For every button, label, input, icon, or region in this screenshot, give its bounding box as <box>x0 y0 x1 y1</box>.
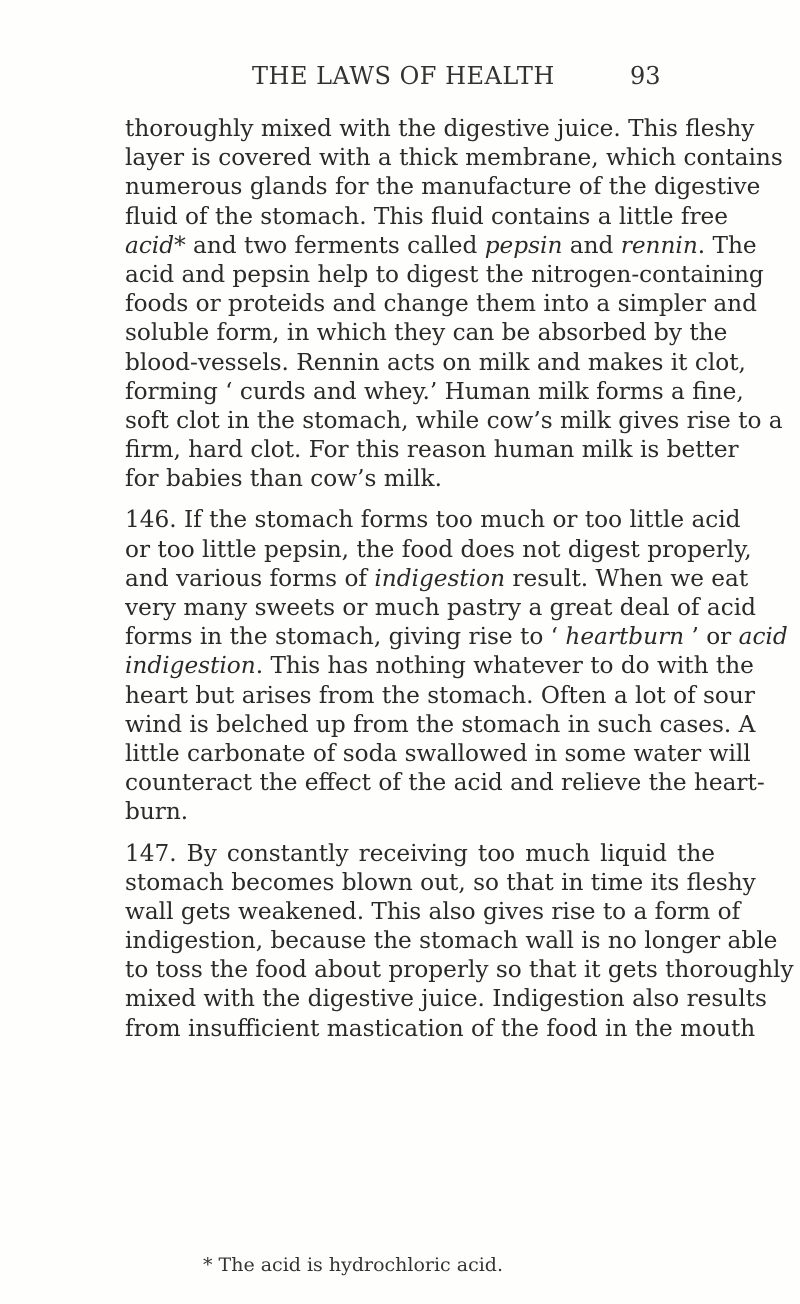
text-line: counteract the effect of the acid and relieve the heart- <box>125 769 765 797</box>
paragraph-146 <box>125 505 788 826</box>
text-line: stomach becomes blown out, so that in time its fleshy <box>125 868 756 896</box>
body-text <box>125 114 794 1043</box>
paragraph-147 <box>125 839 794 1043</box>
text-line: fluid of the stomach. This fluid contains a little free <box>125 202 728 230</box>
page-number: 93 <box>630 62 661 90</box>
text-line: heart but arises from the stomach. Often a lot of sour <box>125 681 755 709</box>
text-line: numerous glands for the manufacture of the digestive <box>125 173 761 201</box>
text-line: forms in the stomach, giving rise to ‘ heartburn ’ or acid <box>125 623 788 651</box>
text-line: blood-vessels. Rennin acts on milk and makes it clot, <box>125 348 746 376</box>
text-line: 146. If the stomach forms too much or too little acid <box>125 506 741 534</box>
text-line: and various forms of indigestion result. When we eat <box>125 564 749 592</box>
text-line: acid* and two ferments called pepsin and rennin. The <box>125 231 757 259</box>
text-line: layer is covered with a thick membrane, which contains <box>125 144 783 172</box>
text-line: burn. <box>125 798 189 826</box>
running-title: THE LAWS OF HEALTH <box>252 62 555 90</box>
text-line: or too little pepsin, the food does not digest properly, <box>125 535 752 563</box>
paragraph <box>125 114 783 493</box>
text-line: indigestion, because the stomach wall is no longer able <box>125 927 778 955</box>
text-line: 147. By constantly receiving too much liquid the <box>125 839 715 867</box>
text-line: foods or proteids and change them into a simpler and <box>125 290 757 318</box>
text-line: very many sweets or much pastry a great deal of acid <box>125 594 756 621</box>
text-line: soft clot in the stomach, while cow’s milk gives rise to a <box>125 406 783 434</box>
text-line: to toss the food about properly so that it gets thoroughly <box>125 956 794 984</box>
text-line: acid and pepsin help to digest the nitrogen-containing <box>125 260 764 288</box>
running-head <box>0 62 800 102</box>
text-line: wall gets weakened. This also gives rise to a form of <box>125 897 741 925</box>
text-line: forming ‘ curds and whey.’ Human milk forms a fine, <box>125 377 744 405</box>
text-line: soluble form, in which they can be absorbed by the <box>125 319 728 347</box>
footnote: * The acid is hydrochloric acid. <box>203 1254 503 1276</box>
text-line: thoroughly mixed with the digestive juice. This fleshy <box>125 115 755 142</box>
text-line: from insufficient mastication of the food in the mouth <box>125 1014 756 1042</box>
text-line: indigestion. This has nothing whatever to do with the <box>125 652 754 680</box>
text-line: wind is belched up from the stomach in such cases. A <box>125 710 756 738</box>
text-line: little carbonate of soda swallowed in some water will <box>125 739 751 767</box>
text-line: for babies than cow’s milk. <box>125 465 442 493</box>
text-line: firm, hard clot. For this reason human milk is better <box>125 436 739 464</box>
text-line: mixed with the digestive juice. Indigestion also results <box>125 985 767 1013</box>
